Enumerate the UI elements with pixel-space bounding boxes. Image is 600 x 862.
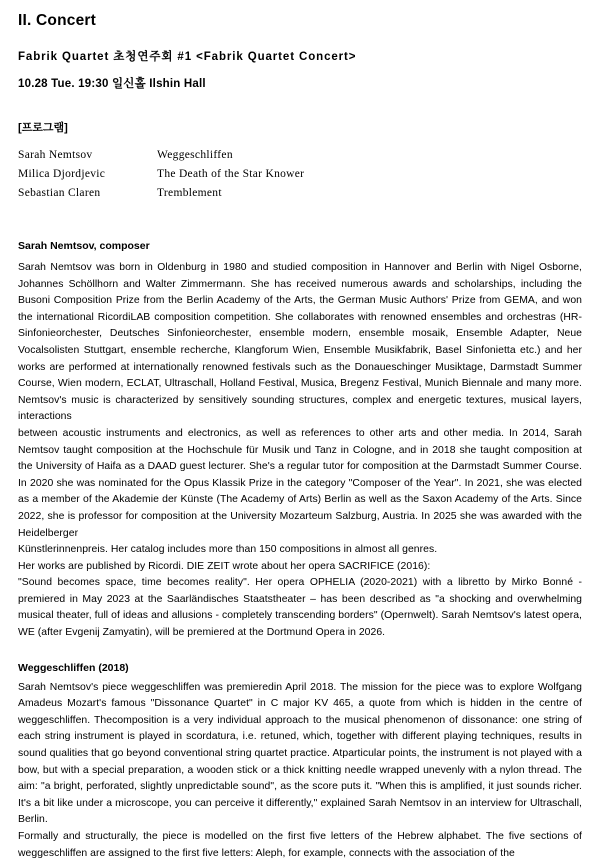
work-note-paragraph: Formally and structurally, the piece is modelled on the first five letters of the Hebrew alphabet. The five sections of weggeschliffen are assigned to the first five letters: Aleph, for example, connects with the association of the [18, 831, 582, 859]
work-note-heading: Weggeschliffen (2018) [18, 661, 129, 674]
concert-datetime: 10.28 Tue. 19:30 일신홀 Ilshin Hall [18, 78, 206, 90]
composer-bio-heading: Sarah Nemtsov, composer [18, 240, 150, 252]
program-composer: Sebastian Claren [18, 187, 101, 199]
bio-paragraph: Sarah Nemtsov was born in Oldenburg in 1980 and studied composition in Hannover and Berlin with Nigel Osborne, Johannes Schöllhorn and Walter Zimmermann. She has received numerous awards and scholarships, including the Busoni Composition Prize from the Berlin Academy of the Arts, the German Music Authors' Prize from GEMA, and won the international RicordiLAB composition competition. She collaborates with renowned ensembles and orchestras (HR-Sinfonieorchester, Deutsches Sinfonieorchester, ensemble modern, ensemble mosaik, Ensemble Adapter, Neue Vocalsolisten Stuttgart, ensemble recherche, Klangforum Wien, Ensemble Musikfabrik, Basel Sinfonietta etc.) and her works are performed at internationally renowned festivals such as the Donaueschinger Musiktage, Darmstadt Summer Course, Wien modern, ECLAT, Ultraschall, Holland Festival, Musica, Bregenz Festival, Munich Biennale and many more. Nemtsov's music is characterized by sensitively sounding structures, complex and energetic textures, musical layers, interactions [18, 262, 582, 423]
program-work: The Death of the Star Knower [157, 168, 305, 180]
program-composer: Sarah Nemtsov [18, 149, 93, 161]
work-note-paragraph: Sarah Nemtsov's piece weggeschliffen was premieredin April 2018. The mission for the piece was to explore Wolfgang Amadeus Mozart's famous "Dissonance Quartet" in C major KV 465, a quote from which is hidden in the centre of weggeschliffen. Thecomposition is a very individual approach to the musical phenomenon of dissonance: one string of each string instrument is played in scordatura, i.e. retuned, which, together with different playing techniques, results in sound qualities that go beyond conventional string quartet practice. Atparticular points, the instrument is not played with a bow, but with a special preparation, a wooden stick or a thick knitting needle wrapped unevenly with a nylon thread. The aim: "a bright, perforated, slightly unpredictable sound", as the score puts it. "When this is amplified, it just sounds richer. It's a bit like under a microscope, you can perceive it differently," explained Sarah Nemtsov in an interview for Ultraschall, Berlin. [18, 681, 582, 826]
bio-paragraph: "Sound becomes space, time becomes reality". Her opera OPHELIA (2020-2021) with a libretto by Mirko Bonné - premiered in May 2023 at the Saarländisches Staatstheater – has been described as "a shocking and overwhelming musical theater, full of ideas and allusions - completely transcending borders" (Opernwelt). Sarah Nemtsov's latest opera, WE (after Evgenij Zamyatin), will be premiered at the Dortmund Opera in 2026. [18, 577, 582, 639]
bio-paragraph: Her works are published by Ricordi. DIE ZEIT wrote about her opera SACRIFICE (2016): [18, 560, 431, 572]
program-work: Weggeschliffen [157, 149, 233, 161]
program-heading: [프로그램] [18, 122, 68, 134]
table-row [18, 185, 582, 204]
table-row [18, 147, 582, 166]
bio-paragraph: Künstlerinnenpreis. Her catalog includes more than 150 compositions in almost all genres. [18, 544, 438, 556]
bio-paragraph: between acoustic instruments and electronics, as well as references to other arts and other media. In 2014, Sarah Nemtsov taught composition at the Hochschule für Musik und Tanz in Cologne, and in 2018 she taught composition at the University of Haifa as a DAAD guest lecturer. She's a regular tutor for composition at the Darmstadt Summer Course. In 2020 she was nominated for the Opus Klassik Prize in the category "Composer of the Year". In 2021, she was elected as a member of the Akademie der Künste (The Academy of Arts) Berlin as well as the Saxon Academy of the Arts. Since 2022, she is professor for composition at the University Mozarteum Salzburg, Austria. In 2025 she was awarded with the Heidelberger [18, 427, 582, 539]
work-note-text [18, 680, 582, 862]
program-work: Tremblement [157, 187, 222, 199]
program-table [18, 147, 582, 204]
composer-bio-text [18, 260, 582, 642]
table-row [18, 166, 582, 185]
page-title: II. Concert [18, 12, 96, 29]
concert-title: Fabrik Quartet 초청연주회 #1 <Fabrik Quartet Concert> [18, 51, 357, 63]
program-composer: Milica Djordjevic [18, 168, 106, 180]
